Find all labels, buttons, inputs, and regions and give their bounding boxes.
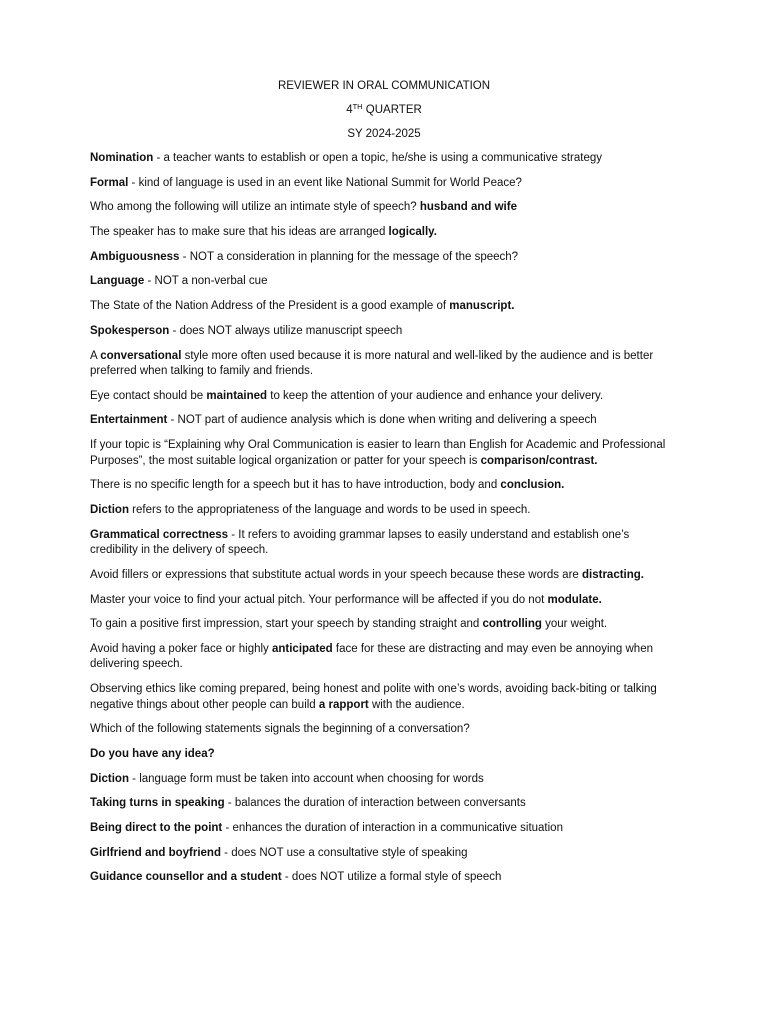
paragraph-text: face for these are distracting and may even be annoying when delivering speech. xyxy=(90,642,653,671)
bold-term: husband and wife xyxy=(419,201,517,214)
bold-term: Girlfriend and boyfriend xyxy=(90,846,221,859)
paragraph xyxy=(90,870,680,886)
paragraph xyxy=(90,299,680,315)
paragraph xyxy=(90,617,680,633)
paragraph-text: Which of the following statements signals the beginning of a conversation? xyxy=(90,723,470,736)
bold-term: comparison/contrast. xyxy=(480,454,598,467)
paragraph-text: Avoid having a poker face or highly xyxy=(90,642,272,655)
paragraph-text: your weight. xyxy=(541,618,608,631)
paragraph-text: - enhances the duration of interaction in a communicative situation xyxy=(222,822,563,834)
paragraph-text: Who among the following will utilize an intimate style of speech? xyxy=(90,201,420,214)
paragraph-text: - NOT a non-verbal cue xyxy=(144,275,268,288)
paragraph-text: There is no specific length for a speech but it has to have introduction, body and xyxy=(90,479,501,492)
bold-term: Diction xyxy=(90,503,129,516)
paragraph xyxy=(90,568,680,584)
paragraph xyxy=(90,642,680,673)
paragraph-text: - does NOT always utilize manuscript speech xyxy=(169,324,403,337)
quarter-line xyxy=(0,104,768,117)
quarter-number: 4 xyxy=(346,104,353,116)
paragraph-text: - a teacher wants to establish or open a topic, he/she is using a communicative strategy xyxy=(153,152,602,164)
paragraph xyxy=(90,200,680,216)
paragraph-text: Eye contact should be xyxy=(90,389,207,402)
paragraph-text: style more often used because it is more natural and well-liked by the audience and is better preferred when talking to family and friends. xyxy=(90,349,654,377)
paragraph xyxy=(90,176,680,192)
bold-term: anticipated xyxy=(271,642,333,655)
paragraph xyxy=(90,722,680,738)
bold-term: controlling xyxy=(482,618,542,631)
bold-term: Guidance counsellor and a student xyxy=(90,871,282,884)
paragraph-text: - does NOT utilize a formal style of speech xyxy=(281,871,502,884)
paragraph-text: - It refers to avoiding grammar lapses to easily understand and establish one’s credibility in the delivery of speech. xyxy=(90,528,630,557)
bold-term: distracting. xyxy=(582,568,644,581)
bold-term: modulate. xyxy=(547,593,602,606)
bold-term: Formal xyxy=(90,176,129,189)
bold-term: Language xyxy=(90,275,145,288)
bold-term: Ambiguousness xyxy=(90,250,180,263)
quarter-word: QUARTER xyxy=(362,104,422,116)
paragraph-text: - language form must be taken into account when choosing for words xyxy=(128,772,484,785)
paragraph-text: - NOT part of audience analysis which is done when writing and delivering a speech xyxy=(167,414,597,427)
bold-term: Grammatical correctness xyxy=(90,528,229,541)
paragraph xyxy=(90,274,680,290)
paragraph xyxy=(90,324,680,340)
paragraph-text: The speaker has to make sure that his ideas are arranged xyxy=(90,226,389,239)
paragraph xyxy=(90,772,680,788)
paragraph xyxy=(90,846,680,862)
paragraph-text: to keep the attention of your audience and enhance your delivery. xyxy=(267,389,604,402)
bold-term: Being direct to the point xyxy=(90,822,223,834)
paragraph-text: - balances the duration of interaction between conversants xyxy=(224,797,526,810)
paragraph xyxy=(90,349,680,380)
paragraph xyxy=(90,225,680,241)
paragraph-text: - NOT a consideration in planning for the message of the speech? xyxy=(179,250,519,263)
bold-term: conversational xyxy=(100,349,182,362)
paragraph-text: Avoid fillers or expressions that substitute actual words in your speech because these words are xyxy=(90,568,582,581)
paragraph xyxy=(90,413,680,429)
bold-term: logically. xyxy=(388,226,437,239)
paragraph-text: with the audience. xyxy=(368,698,465,711)
paragraph xyxy=(90,389,680,405)
document-header xyxy=(0,80,768,152)
paragraph-text: - does NOT use a consultative style of speaking xyxy=(220,846,468,859)
school-year: SY 2024-2025 xyxy=(347,128,421,140)
quarter-superscript: TH xyxy=(352,102,363,111)
bold-term: Nomination xyxy=(90,152,154,164)
bold-term: Taking turns in speaking xyxy=(90,797,225,810)
paragraph xyxy=(90,796,680,812)
paragraph xyxy=(90,503,680,519)
paragraph xyxy=(90,747,680,763)
paragraph xyxy=(90,593,680,609)
paragraph xyxy=(90,250,680,266)
paragraph-text: If your topic is “Explaining why Oral Communication is easier to learn than English for Academic and Professional Purposes”, the most suitable logical organization or patter for your speech is xyxy=(90,439,666,467)
document-title: REVIEWER IN ORAL COMMUNICATION xyxy=(277,80,491,92)
paragraph xyxy=(90,528,680,559)
bold-term: maintained xyxy=(206,389,268,402)
paragraph-text: To gain a positive first impression, start your speech by standing straight and xyxy=(90,618,483,631)
paragraph-text: refers to the appropriateness of the language and words to be used in speech. xyxy=(128,503,531,516)
bold-term: Entertainment xyxy=(90,414,168,427)
paragraph-text: A xyxy=(90,349,101,362)
paragraph-text: Master your voice to find your actual pitch. Your performance will be affected if you do not xyxy=(90,593,548,606)
bold-term: conclusion. xyxy=(500,479,565,492)
document-body xyxy=(90,151,680,895)
paragraph-text: Observing ethics like coming prepared, being honest and polite with one’s words, avoiding back-biting or talking negative things about other people can build xyxy=(90,683,657,711)
paragraph-text: The State of the Nation Address of the President is a good example of xyxy=(90,300,450,313)
paragraph xyxy=(90,151,680,167)
paragraph xyxy=(90,438,680,469)
paragraph-text: - kind of language is used in an event like National Summit for World Peace? xyxy=(128,176,522,189)
paragraph xyxy=(90,682,680,713)
bold-term: Diction xyxy=(90,772,129,785)
bold-term: Spokesperson xyxy=(90,324,170,337)
bold-term: Do you have any idea? xyxy=(90,747,215,760)
paragraph xyxy=(90,821,680,837)
paragraph xyxy=(90,478,680,494)
bold-term: a rapport xyxy=(318,698,369,711)
bold-term: manuscript. xyxy=(449,300,515,313)
